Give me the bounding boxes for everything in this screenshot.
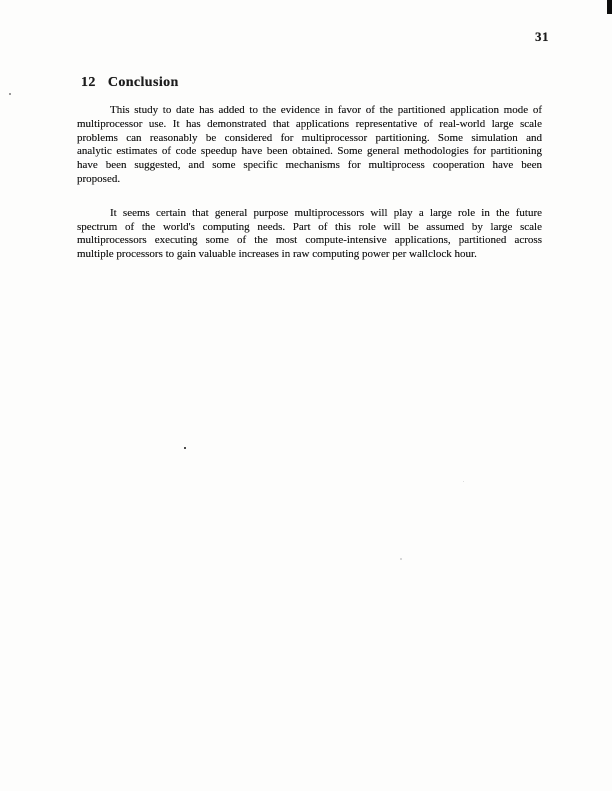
text-line: spectrum of the world's computing needs. Part of this role will be assumed by large scale xyxy=(77,220,542,233)
text-line: It seems certain that general purpose multiprocessors will play a large role in the future xyxy=(110,206,542,219)
scan-speck xyxy=(9,93,11,95)
text-line: problems can reasonably be considered for multiprocessor partitioning. Some simulation and xyxy=(77,131,542,144)
body-text xyxy=(77,104,542,262)
page-number: 31 xyxy=(535,29,549,44)
text-line: analytic estimates of code speedup have been obtained. Some general methodologies for partitioning xyxy=(77,145,542,158)
text-line: multiprocessor use. It has demonstrated that applications representative of real-world large scale xyxy=(77,117,542,130)
scan-speck xyxy=(400,558,402,560)
text-line: This study to date has added to the evidence in favor of the partitioned application mode of xyxy=(110,104,542,116)
scan-speck xyxy=(184,447,186,449)
section-heading xyxy=(81,76,179,90)
paragraph-conclusion-1 xyxy=(77,104,542,187)
scan-speck xyxy=(463,481,464,482)
text-line: multiprocessors executing some of the most compute-intensive applications, partitioned across xyxy=(77,234,542,247)
section-number: 12 xyxy=(81,75,96,90)
scan-edge-artifact xyxy=(607,0,612,14)
section-title: Conclusion xyxy=(107,75,179,90)
paragraph-conclusion-2 xyxy=(77,207,542,262)
text-line: have been suggested, and some specific mechanisms for multiprocess cooperation have been xyxy=(77,159,542,172)
text-line: proposed. xyxy=(77,172,121,185)
text-line: multiple processors to gain valuable increases in raw computing power per wallclock hour. xyxy=(77,248,477,261)
